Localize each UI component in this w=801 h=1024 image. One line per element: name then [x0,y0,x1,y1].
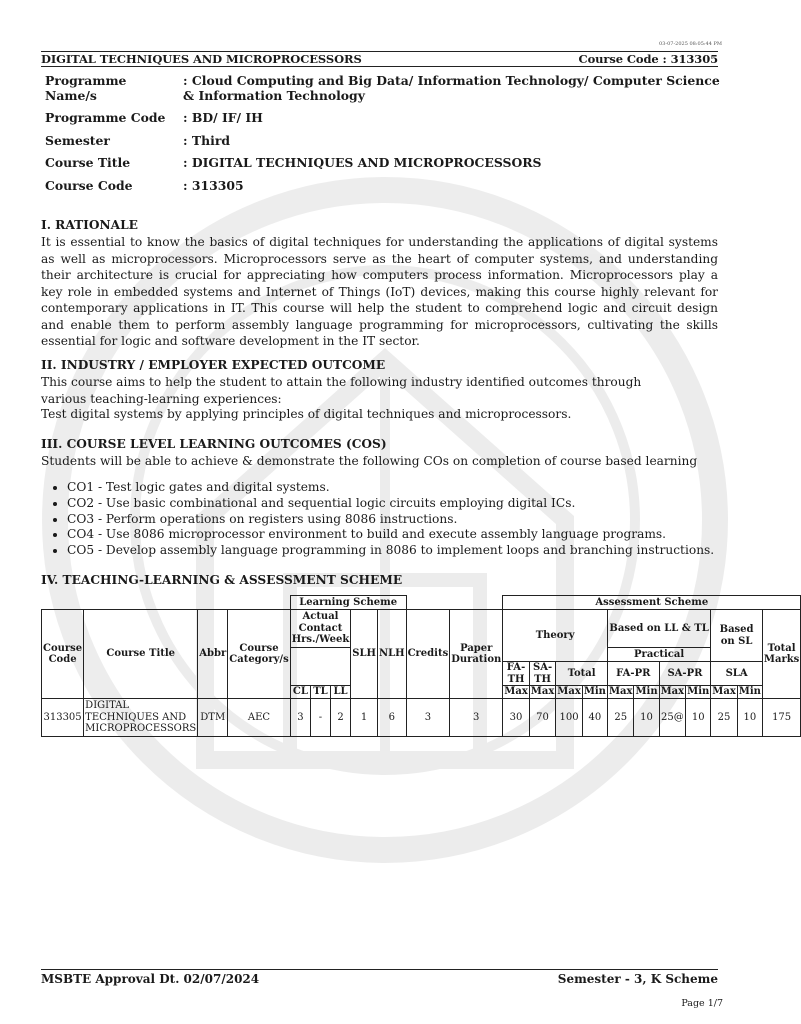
cell-total-max: 100 [556,699,583,737]
cell-slh: 1 [351,699,378,737]
max-header: Max [608,686,633,698]
category-header: Course Category/s [228,610,290,699]
programme-label: Semester [45,132,110,148]
list-item: • CO4 - Use 8086 microprocessor environment to build and execute assembly language programs. [67,527,744,543]
cell-sa-pr-min: 10 [686,699,711,737]
total-marks-header: Total Marks [762,610,800,699]
programme-row [41,133,731,156]
programme-info-table [41,73,731,200]
cell-nlh: 6 [377,699,406,737]
max-header: Max [504,686,528,698]
paper-duration-header: Paper Duration [450,610,503,699]
list-item: • CO1 - Test logic gates and digital systems. [67,480,744,496]
cell-tl: - [311,699,331,737]
cell-total-marks: 175 [762,699,800,737]
teaching-assessment-table [41,595,801,737]
programme-value: : Third [183,132,231,148]
rationale-heading: I. RATIONALE [41,218,138,232]
industry-outcome-heading: II. INDUSTRY / EMPLOYER EXPECTED OUTCOME [41,358,386,372]
cos-list [41,480,744,559]
learning-scheme-header: Learning Scheme [290,596,406,610]
industry-outcome-statement: Test digital systems by applying principles of digital techniques and microprocessors. [41,407,572,421]
max-header: Max [557,686,581,698]
cos-intro: Students will be able to achieve & demonstrate the following COs on completion of course based learning [41,454,698,468]
min-header: Min [687,686,710,698]
programme-label: Programme Name/s [45,73,127,103]
page-number: Page 1/7 [681,998,723,1009]
cell-cl: 3 [290,699,310,737]
cell-category: AEC [228,699,290,737]
course-code-header: Course Code [42,610,84,699]
programme-value: : DIGITAL TECHNIQUES AND MICROPROCESSORS [183,155,542,170]
header-course-title: DIGITAL TECHNIQUES AND MICROPROCESSORS [41,52,362,66]
programme-label: Course Title [45,155,131,170]
programme-row [41,178,731,201]
table-row [42,699,801,737]
tl-header: TL [311,686,331,699]
programme-label: Course Code [45,177,133,193]
cell-course-code: 313305 [42,699,84,737]
cell-fa-pr-max: 25 [607,699,634,737]
scheme-heading: IV. TEACHING-LEARNING & ASSESSMENT SCHEME [41,573,403,587]
cell-sa-pr-max: 25@ [659,699,686,737]
footer-approval-date: MSBTE Approval Dt. 02/07/2024 [41,972,260,986]
based-ll-tl-header: Based on LL & TL [607,610,710,648]
total-header: Total [556,662,608,686]
based-sl-header: Based on SL [711,610,763,662]
course-title-header: Course Title [84,610,198,699]
credits-header: Credits [406,610,450,699]
footer-semester: Semester - 3, K Scheme [557,972,718,986]
list-item: • CO5 - Develop assembly language programming in 8086 to implement loops and branching instructions. [67,543,744,559]
fa-th-header: FA-TH [503,662,530,686]
cos-heading: III. COURSE LEVEL LEARNING OUTCOMES (COS) [41,437,387,451]
cell-sla-max: 25 [711,699,738,737]
fa-pr-header: FA-PR [607,662,659,686]
max-header: Max [530,686,555,698]
slh-header: SLH [351,610,378,699]
min-header: Min [738,686,761,698]
page-header [41,51,718,67]
cell-abbr: DTM [198,699,228,737]
max-header: Max [660,686,685,698]
min-header: Min [583,686,606,698]
programme-value: : Cloud Computing and Big Data/ Information Technology/ Computer Science & Information Technology [183,73,720,103]
list-item: • CO3 - Perform operations on registers using 8086 instructions. [67,512,744,528]
cl-header: CL [290,686,310,699]
cell-sa-th-max: 70 [529,699,556,737]
cell-sla-min: 10 [737,699,762,737]
max-header: Max [712,686,736,698]
programme-row [41,110,731,133]
page-footer [41,969,718,988]
actual-contact-header: Actual Contact Hrs./Week [290,610,351,648]
cell-fa-pr-min: 10 [634,699,659,737]
practical-header: Practical [607,648,710,662]
programme-value: : BD/ IF/ IH [183,110,263,125]
ll-header: LL [330,686,350,699]
sa-pr-header: SA-PR [659,662,711,686]
cell-credits: 3 [406,699,450,737]
cell-ll: 2 [330,699,350,737]
theory-header: Theory [503,610,608,662]
programme-row [41,155,731,178]
abbr-header: Abbr [198,610,228,699]
header-course-code: Course Code : 313305 [578,52,718,66]
programme-label: Programme Code [45,110,166,125]
cell-paper-duration: 3 [450,699,503,737]
assessment-scheme-header: Assessment Scheme [503,596,801,610]
industry-outcome-text: This course aims to help the student to attain the following industry identified outcomes through various teaching-learning experiences: [41,375,642,406]
cell-total-min: 40 [582,699,607,737]
min-header: Min [635,686,658,698]
rationale-text: It is essential to know the basics of digital techniques for understanding the applications of digital systems as well as microprocessors. Microprocessors serve as the heart of computer systems, and understanding their architecture is crucial for appreciating how computers process information. Microprocessors play a key role in embedded systems and Internet of Things (IoT) devices, making this course highly relevant for contemporary applications in IT. This course will help the student to comprehend logic and circuit design and enable them to perform assembly language programming for microprocessors, cultivating the skills essential for logic and software development in the IT sector. [41,235,718,348]
print-timestamp: 03-07-2025 08:05:44 PM [659,41,722,47]
programme-value: : 313305 [183,177,244,193]
cell-course-title: DIGITAL TECHNIQUES AND MICROPROCESSORS [84,699,198,737]
list-item: • CO2 - Use basic combinational and sequential logic circuits employing digital ICs. [67,496,744,512]
programme-row [41,73,731,110]
nlh-header: NLH [377,610,406,699]
cell-fa-th-max: 30 [503,699,530,737]
sa-th-header: SA-TH [529,662,556,686]
sla-header: SLA [711,662,763,686]
